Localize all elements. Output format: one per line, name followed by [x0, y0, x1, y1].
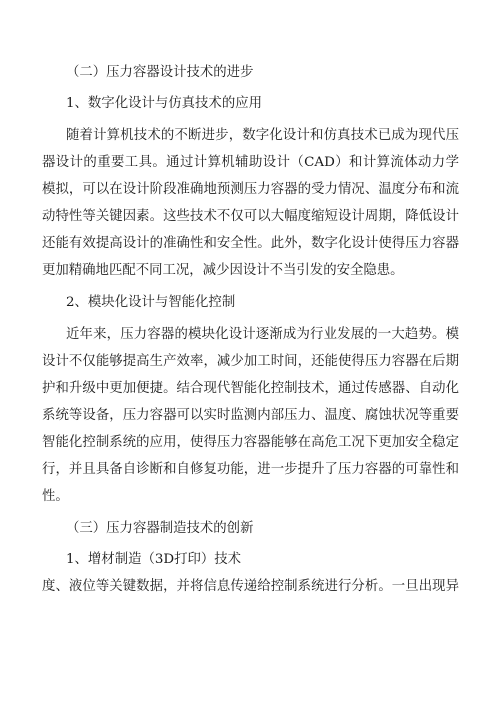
subsection-title-additive-manufacturing: 1、增材制造（3D打印）技术 — [66, 552, 242, 567]
paragraph-line: 还能有效提高设计的准确性和安全性。此外，数字化设计使得压力容器 — [42, 236, 459, 251]
section-heading-design: （二）压力容器设计技术的进步 — [66, 65, 254, 80]
paragraph-line: 行，并且具备自诊断和自修复功能，进一步提升了压力容器的可靠性和 — [42, 462, 459, 477]
section-heading-manufacture: （三）压力容器制造技术的创新 — [66, 521, 254, 536]
paragraph-line: 随着计算机技术的不断进步，数字化设计和仿真技术已成为现代压 — [66, 128, 459, 143]
paragraph-fragment: 度、液位等关键数据，并将信息传递给控制系统进行分析。一旦出现异 — [42, 579, 459, 594]
paragraph-line: 器设计的重要工具。通过计算机辅助设计（CAD）和计算流体动力学 — [42, 155, 459, 170]
paragraph-line: 设计不仅能够提高生产效率，减少加工时间，还能使得压力容器在后期 — [42, 354, 459, 369]
subsection-title-digital-design: 1、数字化设计与仿真技术的应用 — [66, 96, 262, 111]
paragraph-line: 系统等设备，压力容器可以实时监测内部压力、温度、腐蚀状况等重要 — [42, 408, 459, 423]
paragraph-line: 智能化控制系统的应用，使得压力容器能够在高危工况下更加安全稳定 — [42, 435, 459, 450]
paragraph-line: 护和升级中更加便捷。结合现代智能化控制技术，通过传感器、自动化 — [42, 381, 459, 396]
paragraph-line: 模拟，可以在设计阶段准确地预测压力容器的受力情况、温度分布和流 — [42, 182, 459, 197]
paragraph-line: 近年来，压力容器的模块化设计逐渐成为行业发展的一大趋势。模 — [66, 327, 459, 342]
paragraph-line: 动特性等关键因素。这些技术不仅可以大幅度缩短设计周期，降低设计 — [42, 209, 459, 224]
paragraph-line: 性。 — [42, 489, 69, 504]
paragraph-line: 更加精确地匹配不同工况，减少因设计不当引发的安全隐患。 — [42, 263, 404, 278]
subsection-title-modular-design: 2、模块化设计与智能化控制 — [66, 295, 236, 310]
